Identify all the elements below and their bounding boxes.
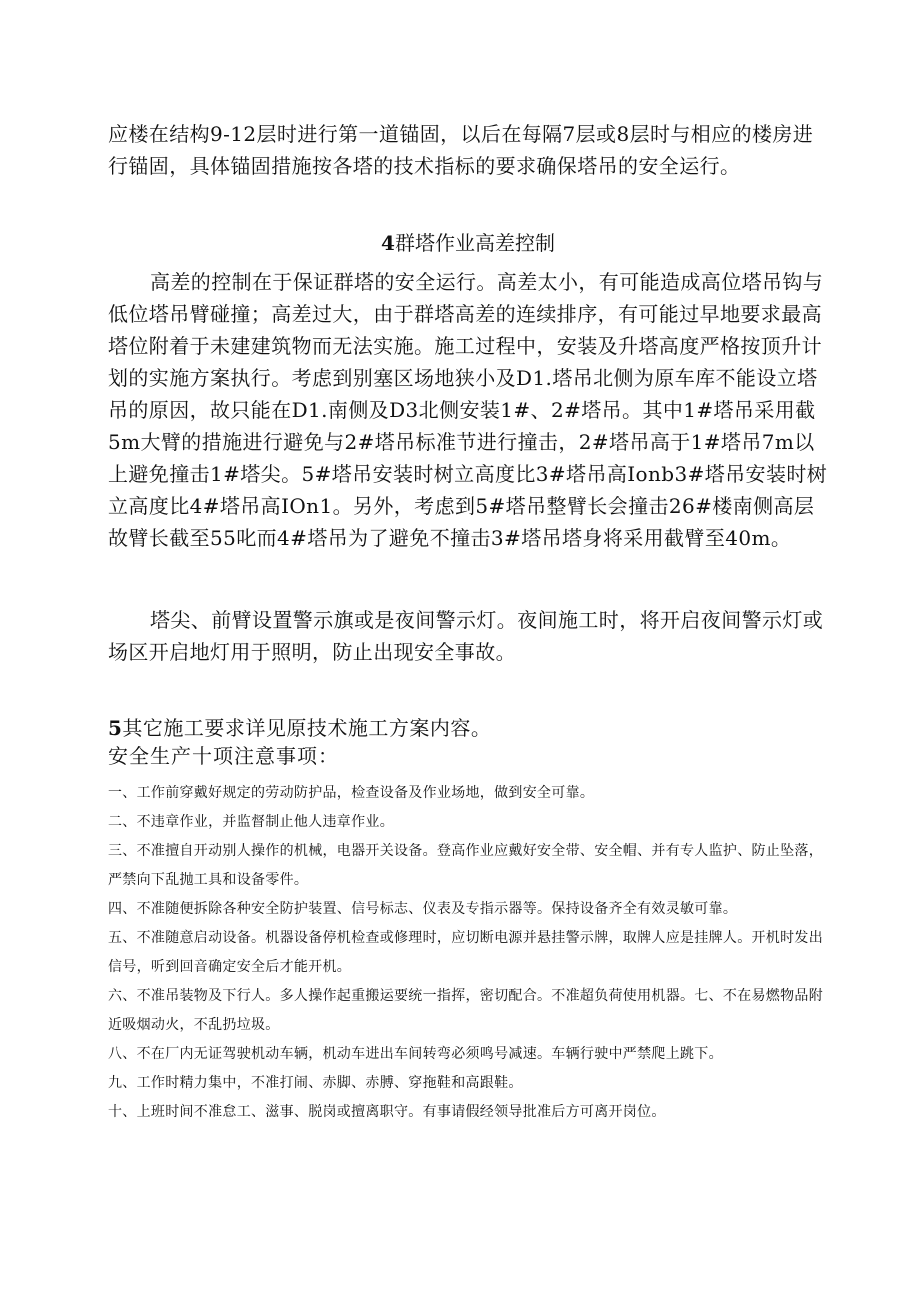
section-4-paragraph-2: 塔尖、前臂设置警示旗或是夜间警示灯。夜间施工时，将开启夜间警示灯或场区开启地灯用于照明，防止出现安全事故。 xyxy=(108,608,824,664)
safety-title: 安全生产十项注意事项： xyxy=(108,744,339,768)
section-4-heading xyxy=(108,229,828,257)
intro-paragraph: 应楼在结构9-12层时进行第一道锚固，以后在每隔7层或8层时与相应的楼房进行锚固，具体锚固措施按各塔的技术指标的要求确保塔吊的安全运行。 xyxy=(108,122,814,178)
safety-rule: 五、不准随意启动设备。机器设备停机检查或修理时，应切断电源并悬挂警示牌，取牌人应是挂牌人。开机时发出信号，听到回音确定安全后才能开机。 xyxy=(108,930,823,975)
safety-rule: 十、上班时间不准怠工、滋事、脱岗或擅离职守。有事请假经领导批准后方可离开岗位。 xyxy=(108,1104,666,1120)
section-5-text: 其它施工要求详见原技术施工方案内容。 xyxy=(122,716,492,740)
safety-rule: 一、工作前穿戴好规定的劳动防护品，检查设备及作业场地，做到安全可靠。 xyxy=(108,785,595,801)
section-4-number: 4 xyxy=(381,231,395,255)
safety-rule: 二、不违章作业，并监督制止他人违章作业。 xyxy=(108,814,394,830)
section-5-number: 5 xyxy=(108,716,123,740)
safety-rule: 六、不准吊装物及下行人。多人操作起重搬运要统一指挥，密切配合。不准超负荷使用机器。七、不在易燃物品附近吸烟动火，不乱扔垃圾。 xyxy=(108,988,823,1033)
section-4-paragraph-1: 高差的控制在于保证群塔的安全运行。高差太小，有可能造成高位塔吊钩与低位塔吊臂碰撞；高差过大，由于群塔高差的连续排序，有可能过早地要求最高塔位附着于未建建筑物而无法实施。施工过程中，安装及升塔高度严格按顶升计划的实施方案执行。考虑到别塞区场地狭小及D1.塔吊北侧为原车库不能设立塔吊的原因，故只能在D1.南侧及D3北侧安装1#、2#塔吊。其中1#塔吊采用截5m大臂的措施进行避免与2#塔吊标准节进行撞击，2#塔吊高于1#塔吊7m以上避免撞击1#塔尖。5#塔吊安装时树立高度比3#塔吊高Ionb3#塔吊安装时树立高度比4#塔吊高IOn1。另外，考虑到5#塔吊整臂长会撞击26#楼南侧高层故臂长截至55叱而4#塔吊为了避免不撞击3#塔吊塔身将采用截臂至40m。 xyxy=(108,270,828,550)
section-4-title: 群塔作业高差控制 xyxy=(394,231,555,255)
safety-rule: 九、工作时精力集中，不准打闹、赤脚、赤膊、穿拖鞋和高跟鞋。 xyxy=(108,1075,523,1091)
safety-rule: 三、不准擅自开动别人操作的机械，电器开关设备。登高作业应戴好安全带、安全帽、并有专人监护、防止坠落，严禁向下乱抛工具和设备零件。 xyxy=(108,843,823,888)
safety-rules-list xyxy=(108,779,828,1127)
safety-rule: 四、不准随便拆除各种安全防护装置、信号标志、仪表及专指示器等。保持设备齐全有效灵敏可靠。 xyxy=(108,901,738,917)
safety-rule: 八、不在厂内无证驾驶机动车辆，机动车进出车间转弯必须鸣号减速。车辆行驶中严禁爬上跳下。 xyxy=(108,1046,723,1062)
section-5-heading xyxy=(108,714,828,742)
